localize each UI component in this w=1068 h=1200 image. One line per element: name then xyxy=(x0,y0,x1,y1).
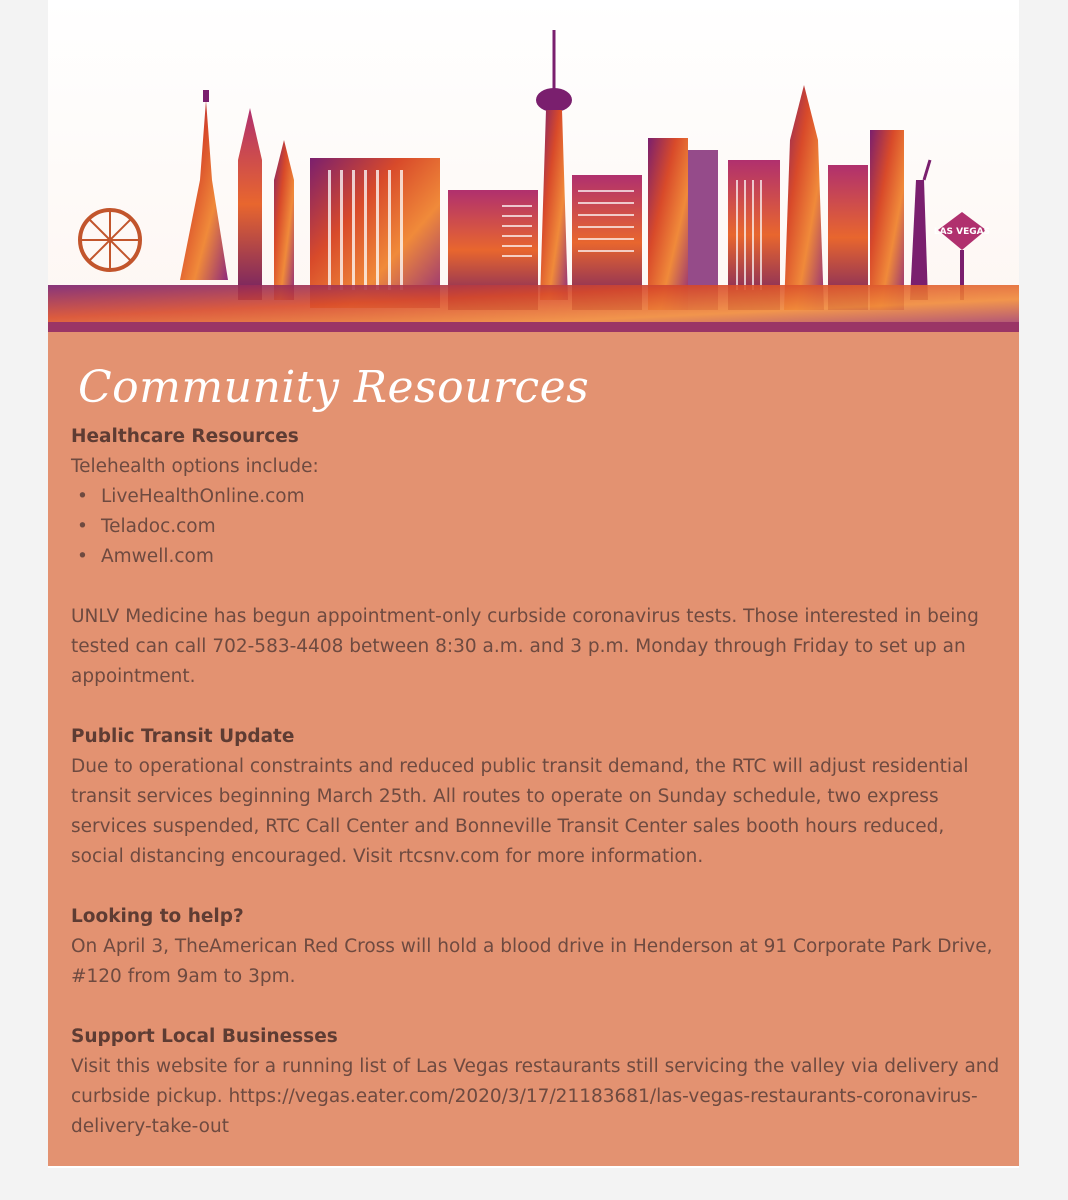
telehealth-intro: Telehealth options include: xyxy=(71,456,319,477)
telehealth-item-teladoc: • Teladoc.com xyxy=(101,512,1001,542)
business-body: Visit this website for a running list of Las Vegas restaurants still servicing the valley via delivery and curbside pickup. https://vegas.eater.com/2020/3/17/21183681/las-vegas-restaurants-coronavirus-delivery-take-out xyxy=(71,1056,1000,1137)
help-body: On April 3, TheAmerican Red Cross will hold a blood drive in Henderson at 91 Corporate Park Drive, #120 from 9am to 3pm. xyxy=(71,936,993,987)
unlv-testing-text: UNLV Medicine has begun appointment-only curbside coronavirus tests. Those interested in being tested can call 702-583-4408 between 8:30 a.m. and 3 p.m. Monday through Friday to set up an appointment. xyxy=(71,606,979,687)
telehealth-item-amwell: • Amwell.com xyxy=(101,542,1001,572)
business-section xyxy=(71,1022,1001,1142)
transit-heading: Public Transit Update xyxy=(71,726,295,747)
help-heading: Looking to help? xyxy=(71,906,244,927)
business-heading: Support Local Businesses xyxy=(71,1026,338,1047)
healthcare-heading: Healthcare Resources xyxy=(71,426,299,447)
resources-content xyxy=(71,422,1001,1142)
transit-body: Due to operational constraints and reduced public transit demand, the RTC will adjust residential transit services beginning March 25th. All routes to operate on Sunday schedule, two express services suspended, RTC Call Center and Bonneville Transit Center sales booth hours reduced, social distancing encouraged. Visit rtcsnv.com for more information. xyxy=(71,756,969,867)
healthcare-section xyxy=(71,422,1001,692)
newsletter-page xyxy=(48,0,1019,1168)
ferris-wheel-icon xyxy=(80,210,140,270)
help-section xyxy=(71,902,1001,992)
page-title: Community Resources xyxy=(78,362,590,413)
las-vegas-skyline-banner xyxy=(48,0,1019,332)
transit-section xyxy=(71,722,1001,872)
community-resources-panel xyxy=(48,332,1019,1166)
las-vegas-sign-text: LAS VEGAS xyxy=(933,227,991,237)
telehealth-item-livehealthonline: • LiveHealthOnline.com xyxy=(101,482,1001,512)
telehealth-list xyxy=(71,482,1001,572)
